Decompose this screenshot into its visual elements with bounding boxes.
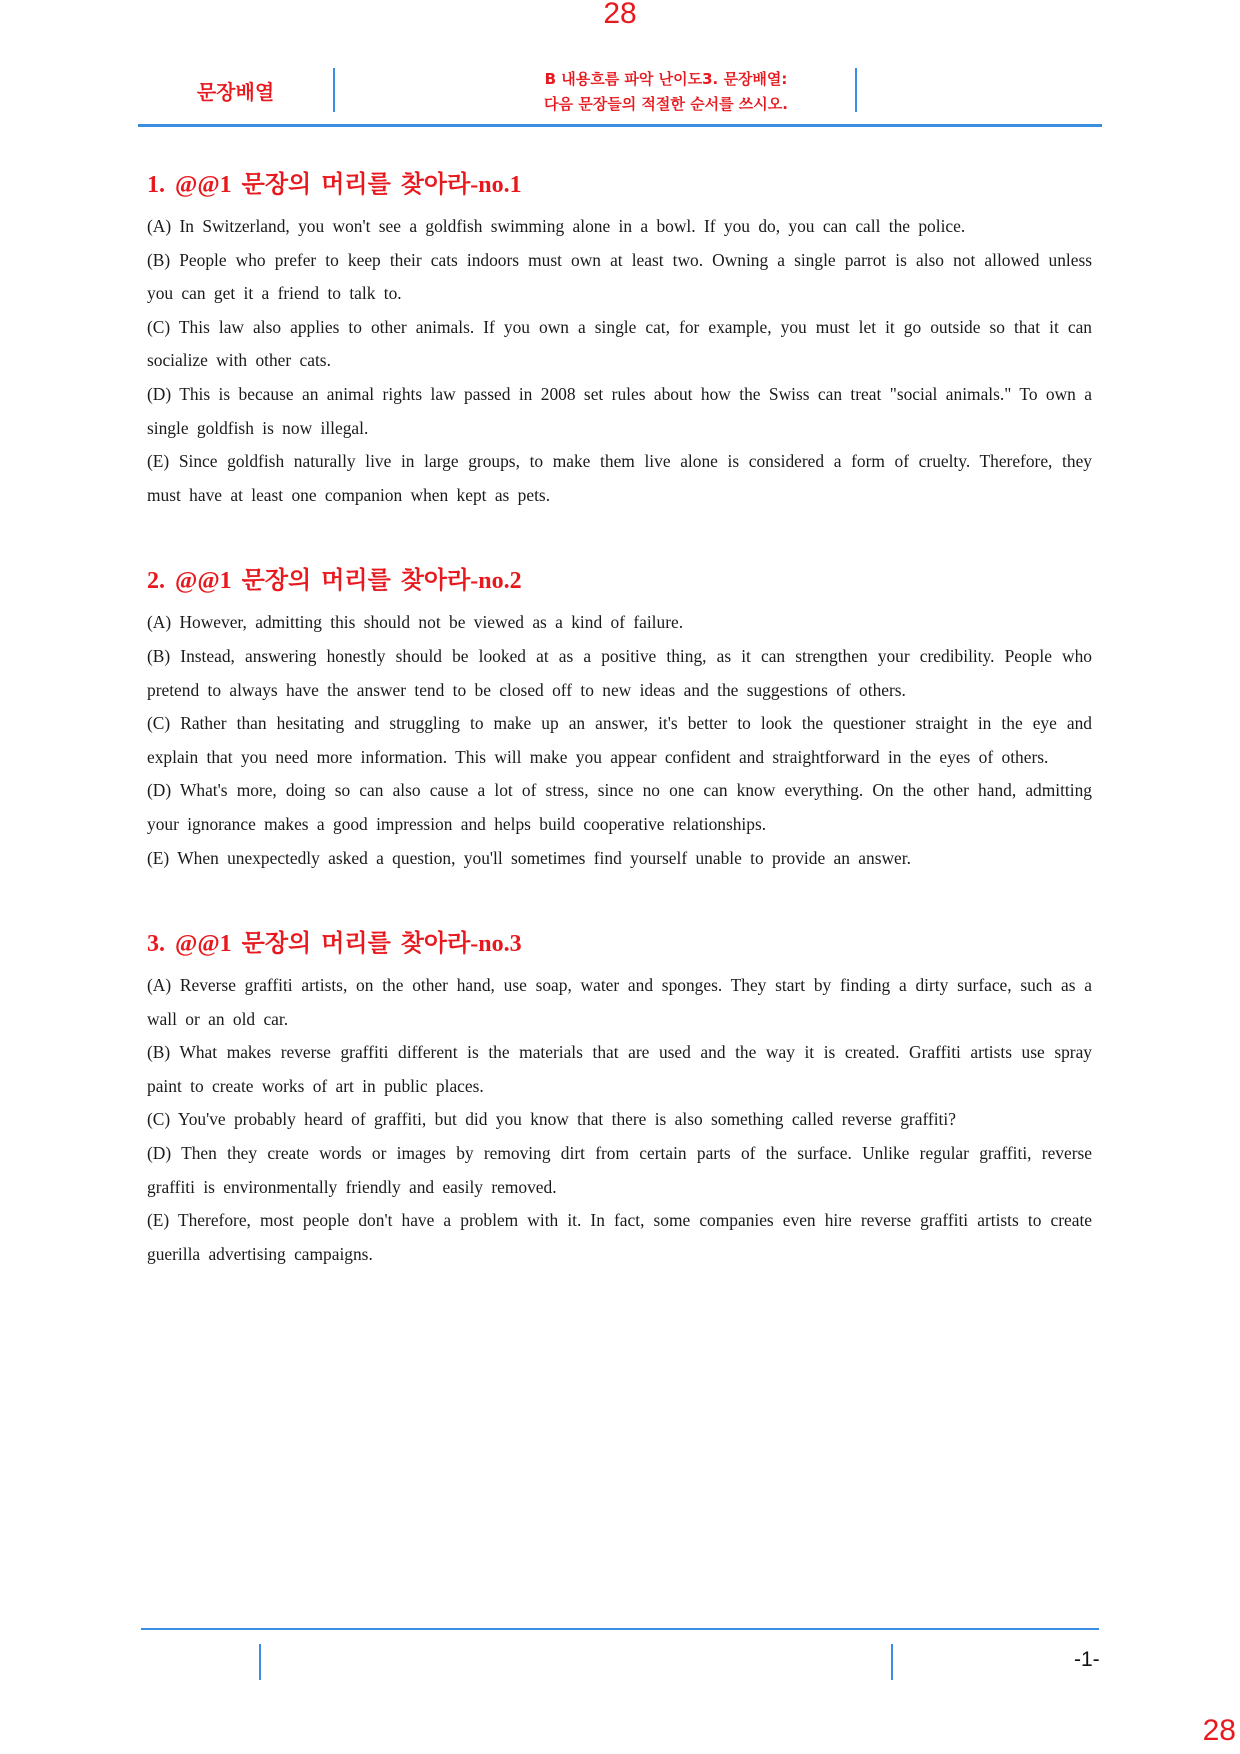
header-instruction-line1: B 내용흐름 파악 난이도3. 문장배열: — [544, 70, 788, 88]
worksheet-header — [138, 64, 1102, 127]
question-2-sentence-e: (E) When unexpectedly asked a question, you'll sometimes find yourself unable to provide an answer. — [147, 847, 911, 868]
page-number-top: 28 — [603, 0, 637, 30]
footer-page-label: -1- — [1074, 1648, 1100, 1671]
question-2-sentence-a: (A) However, admitting this should not be viewed as a kind of failure. — [147, 612, 684, 633]
page-number-corner: 28 — [1202, 1714, 1236, 1747]
question-3 — [147, 929, 1092, 1271]
question-2-sentence-c: (C) Rather than hesitating and struggling to make up an answer, it's better to look the questioner straight in the eye and explain that you need more information. This will make you appear confident and straightforward in the eyes of others. — [147, 713, 1092, 767]
question-2-title: 2. @@1 문장의 머리를 찾아라-no.2 — [147, 568, 522, 595]
header-category: 문장배열 — [196, 80, 275, 104]
footer-rule — [141, 1628, 1099, 1630]
footer-divider-right — [891, 1644, 893, 1680]
question-3-sentence-e: (E) Therefore, most people don't have a problem with it. In fact, some companies even hire reverse graffiti artists to create guerilla advertising campaigns. — [147, 1210, 1092, 1264]
question-2 — [147, 566, 1092, 875]
question-3-sentence-d: (D) Then they create words or images by removing dirt from certain parts of the surface. Unlike regular graffiti, reverse graffiti is environmentally friendly and easily removed. — [147, 1143, 1092, 1197]
question-list — [147, 170, 1092, 1271]
question-3-sentence-b: (B) What makes reverse graffiti different is the materials that are used and the way it is created. Graffiti artists use spray paint to create works of art in public places. — [147, 1042, 1092, 1096]
question-1 — [147, 170, 1092, 512]
header-divider-right — [855, 68, 857, 112]
question-3-sentence-a: (A) Reverse graffiti artists, on the other hand, use soap, water and sponges. They start by finding a dirty surface, such as a wall or an old car. — [147, 975, 1092, 1029]
question-3-title: 3. @@1 문장의 머리를 찾아라-no.3 — [147, 931, 522, 958]
question-3-sentence-c: (C) You've probably heard of graffiti, but did you know that there is also something called reverse graffiti? — [147, 1109, 956, 1130]
question-2-sentence-b: (B) Instead, answering honestly should be looked at as a positive thing, as it can strengthen your credibility. People who pretend to always have the answer tend to be closed off to new ideas and the suggestions of others. — [147, 645, 1092, 700]
question-1-sentence-d: (D) This is because an animal rights law passed in 2008 set rules about how the Swiss can treat "social animals." To own a single goldfish is now illegal. — [147, 383, 1092, 438]
header-instruction — [334, 67, 998, 117]
question-1-sentence-a: (A) In Switzerland, you won't see a goldfish swimming alone in a bowl. If you do, you can call the police. — [147, 216, 966, 236]
question-1-sentence-b: (B) People who prefer to keep their cats indoors must own at least two. Owning a single parrot is also not allowed unless you can get it a friend to talk to. — [147, 249, 1092, 304]
question-1-title: 1. @@1 문장의 머리를 찾아라-no.1 — [147, 172, 522, 198]
question-1-sentence-c: (C) This law also applies to other animals. If you own a single cat, for example, you must let it go outside so that it can socialize with other cats. — [147, 316, 1092, 371]
footer-divider-left — [259, 1644, 261, 1680]
question-1-sentence-e: (E) Since goldfish naturally live in large groups, to make them live alone is considered a form of cruelty. Therefore, they must have at least one companion when kept as pets. — [147, 451, 1092, 505]
header-instruction-line2: 다음 문장들의 적절한 순서를 쓰시오. — [544, 95, 788, 113]
question-2-sentence-d: (D) What's more, doing so can also cause a lot of stress, since no one can know everything. On the other hand, admitting your ignorance makes a good impression and helps build cooperative relationships. — [147, 780, 1092, 834]
